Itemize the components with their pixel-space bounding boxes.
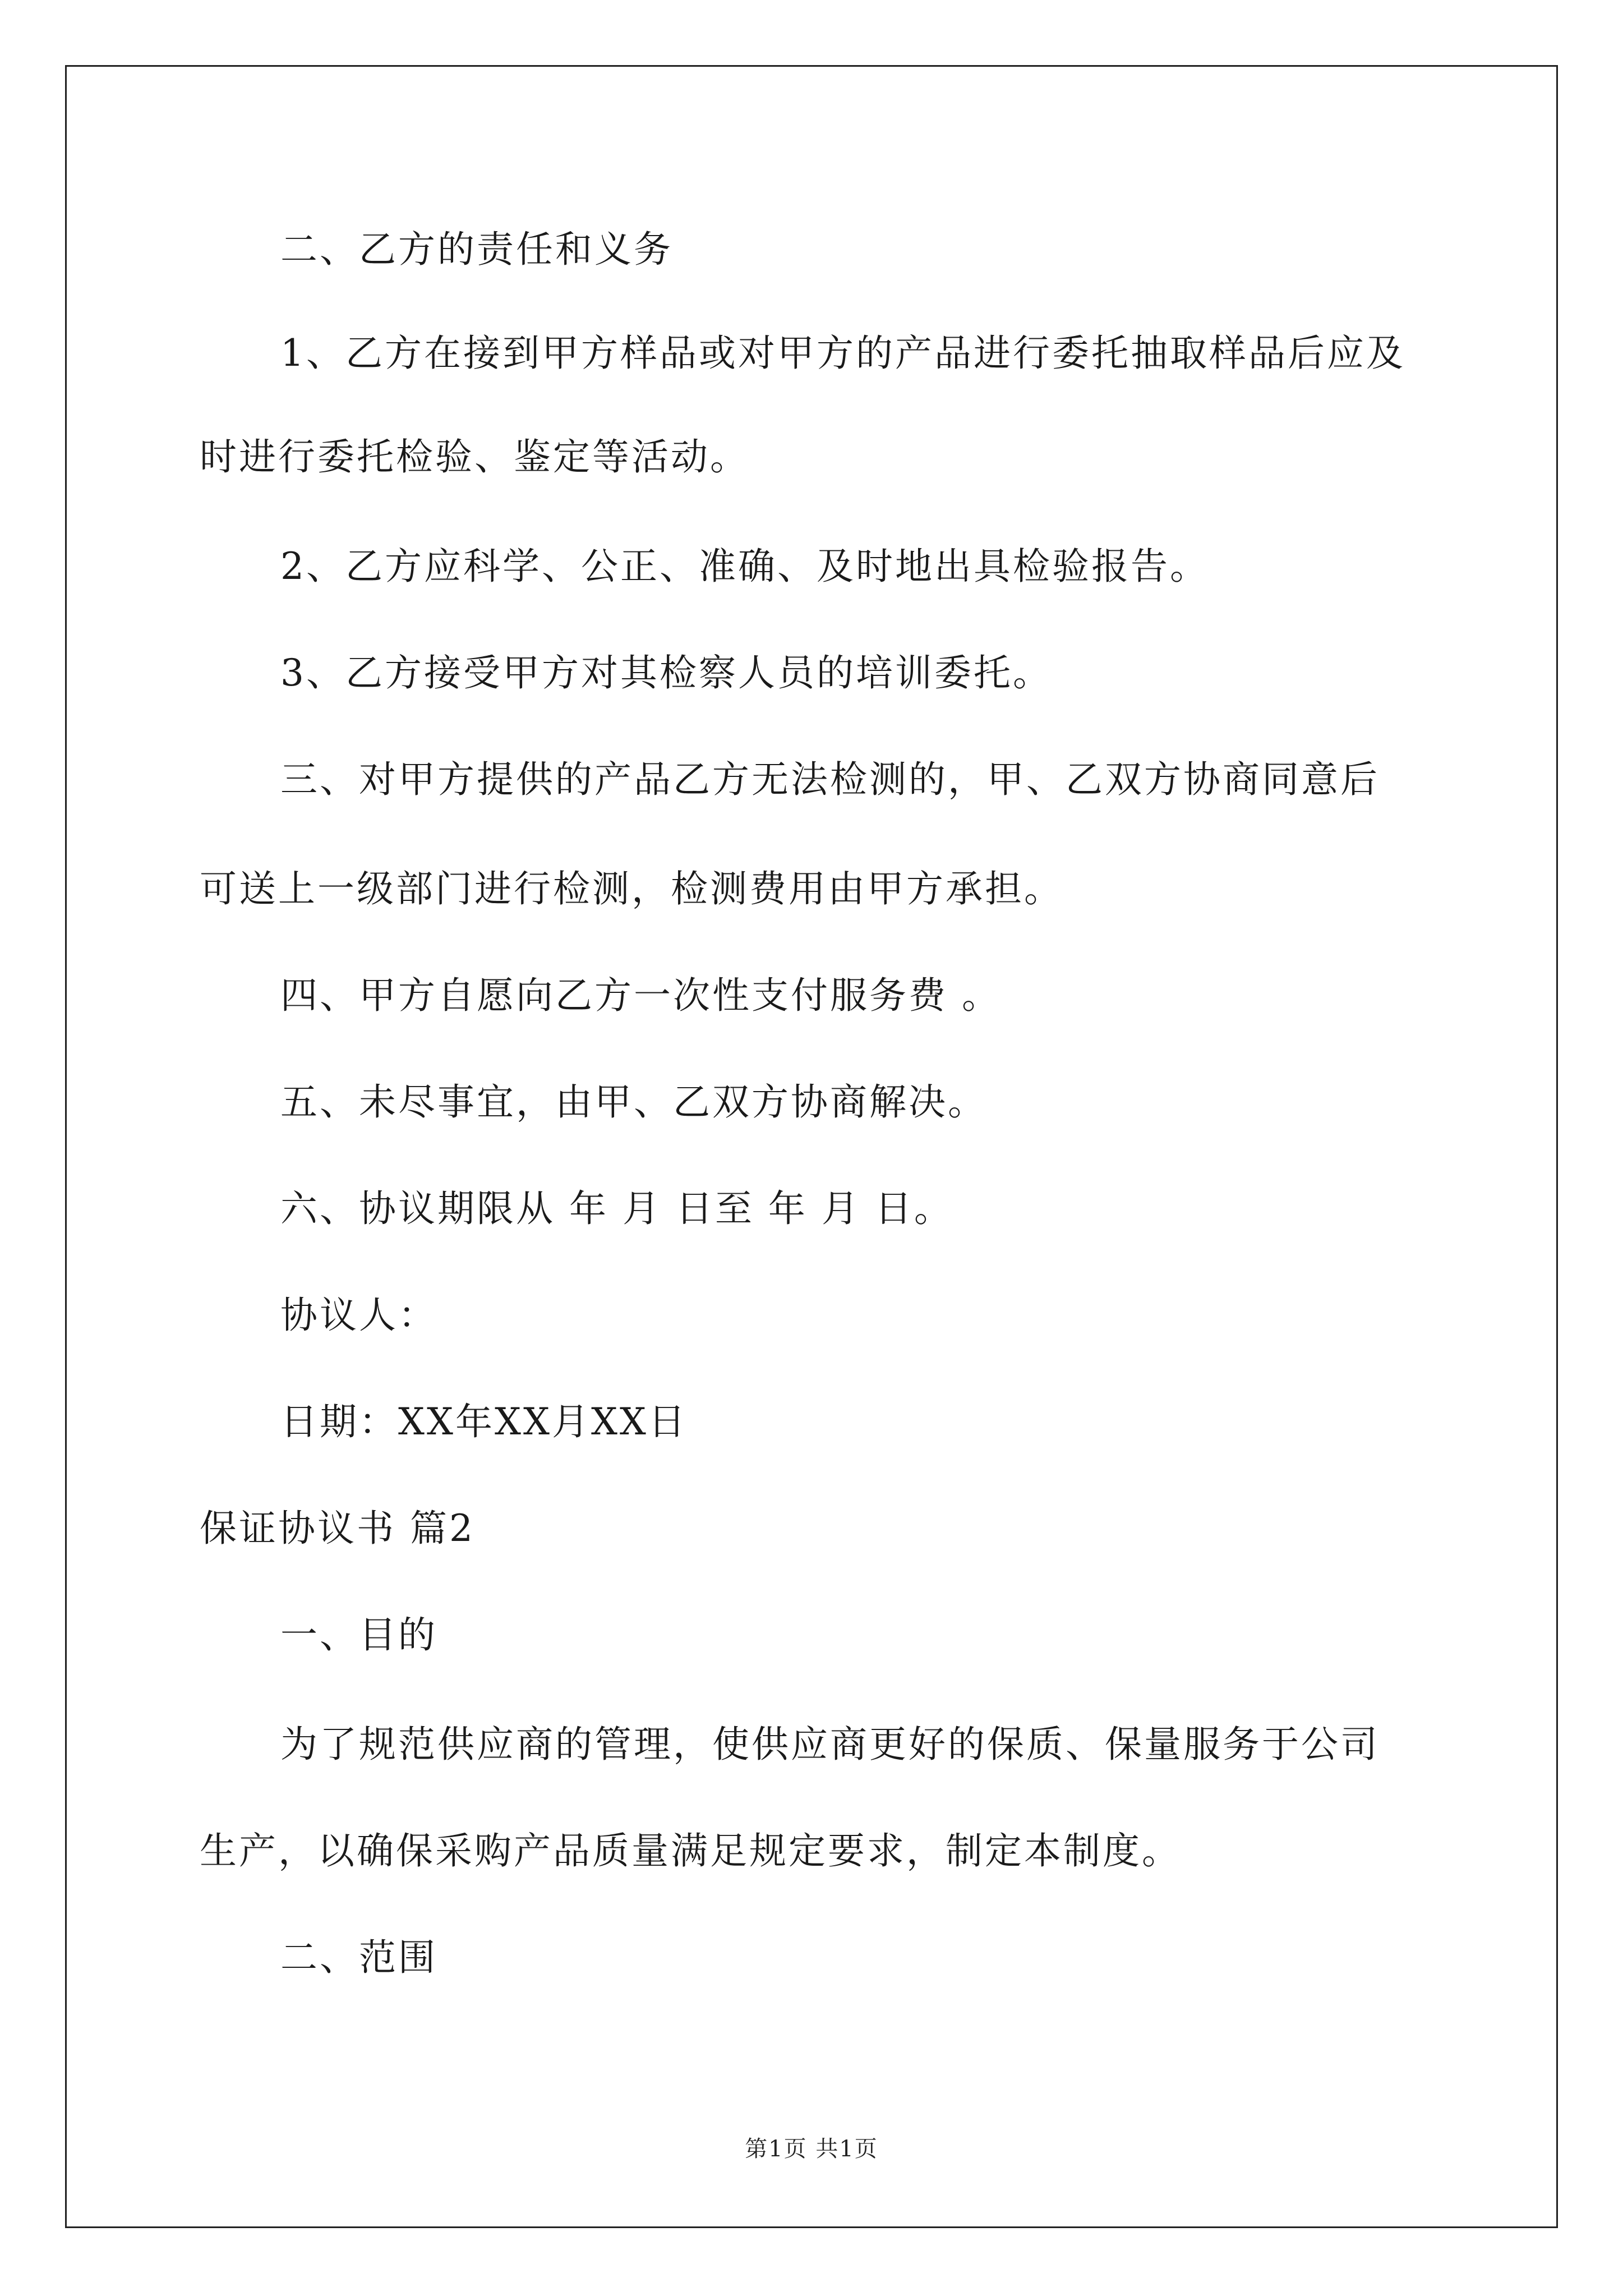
signatory-label: 协议人：: [280, 1294, 437, 1337]
section-heading-scope: 二、范围: [280, 1936, 437, 1979]
date-line: 日期：XX年XX月XX日: [280, 1400, 688, 1443]
page-border: [65, 65, 1558, 2228]
page-number-footer: 第1页 共1页: [745, 2136, 878, 2162]
section-5: 五、未尽事宜，由甲、乙双方协商解决。: [280, 1080, 987, 1124]
section-heading-party-b-duties: 二、乙方的责任和义务: [280, 228, 673, 271]
section-4: 四、甲方自愿向乙方一次性支付服务费 。: [280, 974, 1001, 1017]
section-3-line-2: 可送上一级部门进行检测，检测费用由甲方承担。: [200, 867, 1063, 910]
clause-1-line-2: 时进行委托检验、鉴定等活动。: [200, 435, 749, 478]
purpose-line-2: 生产，以确保采购产品质量满足规定要求，制定本制度。: [200, 1829, 1181, 1872]
section-6-term: 六、协议期限从 年 月 日至 年 月 日。: [280, 1187, 953, 1230]
article-title-part-2: 保证协议书 篇2: [200, 1507, 475, 1550]
section-heading-purpose: 一、目的: [280, 1613, 437, 1657]
clause-1-line-1: 1、乙方在接到甲方样品或对甲方的产品进行委托抽取样品后应及: [280, 332, 1405, 375]
section-3-line-1: 三、对甲方提供的产品乙方无法检测的，甲、乙双方协商同意后: [280, 758, 1380, 801]
clause-3: 3、乙方接受甲方对其检察人员的培训委托。: [280, 651, 1052, 694]
clause-2: 2、乙方应科学、公正、准确、及时地出具检验报告。: [280, 545, 1209, 588]
purpose-line-1: 为了规范供应商的管理，使供应商更好的保质、保量服务于公司: [280, 1723, 1380, 1766]
